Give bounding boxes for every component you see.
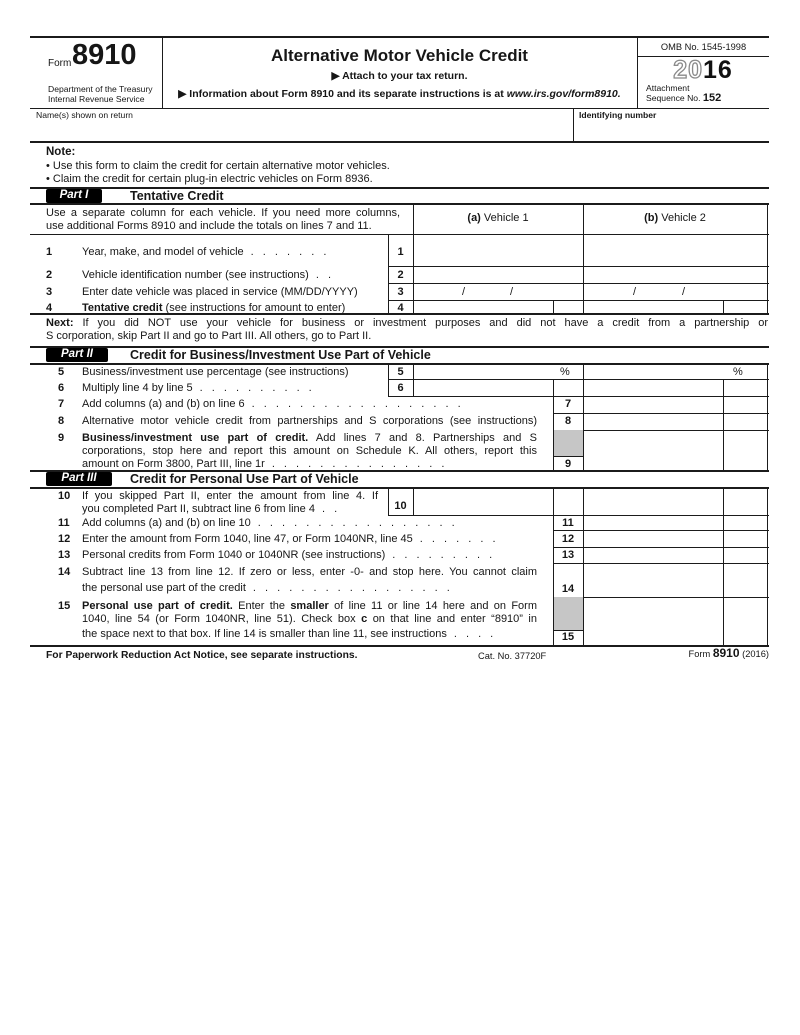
line-5-number: 5: [58, 365, 65, 378]
divider: [767, 203, 768, 313]
date-slash: /: [510, 285, 514, 298]
line-2-number: 2: [46, 268, 53, 281]
part3-badge: Part III: [46, 472, 112, 486]
date-slash: /: [633, 285, 637, 298]
rule: [30, 141, 769, 143]
line-4-number: 4: [46, 301, 53, 314]
line-13-label: Personal credits from Form 1040 or 1040NR (see instructions): [82, 549, 386, 561]
part1-instruction-line2: use additional Forms 8910 and include the totals on lines 7 and 11.: [46, 220, 372, 232]
identifying-number-input[interactable]: [574, 109, 769, 140]
line-15-text-line2b: on that line and enter “8910” in: [367, 613, 537, 625]
rule: [30, 313, 769, 315]
line-15-number: 15: [58, 599, 71, 612]
part3-title: Credit for Personal Use Part of Vehicle: [130, 471, 359, 486]
col-b-header: Vehicle 2: [661, 212, 706, 224]
line-14-text-line2: the personal use part of the credit: [82, 581, 246, 594]
divider: [767, 487, 768, 645]
line-1-box-number: 1: [397, 246, 404, 258]
line-9-text-line3: amount on Form 3800, Part III, line 1r: [82, 457, 265, 470]
rule: [553, 456, 583, 457]
line-15-smaller-bold: smaller: [290, 599, 329, 612]
footer-form-word: Form: [688, 649, 711, 659]
line-3-number: 3: [46, 285, 53, 298]
name-on-return-label: Name(s) shown on return: [36, 110, 133, 120]
line-12-box-number: 12: [561, 532, 575, 545]
line-4-label-bold: Tentative credit: [82, 301, 163, 314]
line-5-box-number: 5: [397, 365, 404, 378]
dot-leader: . . . . . . . . . . . . . . . . .: [252, 581, 450, 594]
line-6-number: 6: [58, 381, 65, 394]
line-15-text-line3: the space next to that box. If line 14 is smaller than line 11, see instructions: [82, 627, 447, 640]
col-b-tag: (b): [644, 212, 659, 224]
line3-vehicle-a-input[interactable]: [414, 284, 582, 299]
note-bullet-1: • Use this form to claim the credit for certain alternative motor vehicles.: [46, 159, 390, 172]
line-2-label: Vehicle identification number (see instructions): [82, 268, 309, 281]
form-word: Form: [48, 58, 72, 69]
shaded-cell: [554, 597, 583, 630]
part2-badge: Part II: [46, 348, 108, 362]
line-5-label: Business/investment use percentage (see instructions): [82, 365, 349, 378]
next-text-line2: S corporation, skip Part II and go to Part III. All others, go to Part II.: [46, 330, 372, 342]
line-3-box-number: 3: [397, 285, 404, 298]
col-a-tag: (a): [467, 212, 481, 224]
line12-input[interactable]: [584, 531, 766, 546]
line-12-label: Enter the amount from Form 1040, line 47, or Form 1040NR, line 45: [82, 532, 413, 545]
note-bullet-2: • Claim the credit for certain plug-in electric vehicles on Form 8936.: [46, 172, 373, 185]
line-10-number: 10: [58, 489, 71, 502]
line-8-box-number: 8: [564, 414, 572, 427]
dot-leader: . . . . . . . . .: [392, 549, 493, 561]
date-slash: /: [682, 285, 686, 298]
line10-vehicle-b-input[interactable]: [584, 488, 766, 514]
attachment-label: Attachment: [646, 83, 690, 93]
line-10-text-line1: If you skipped Part II, enter the amount from line 4. If: [82, 489, 378, 502]
line-15-text-a: Enter the: [232, 599, 291, 612]
line-14-box-number: 14: [561, 583, 575, 595]
line15-input[interactable]: [584, 598, 766, 644]
line13-input[interactable]: [584, 548, 766, 562]
rule: [30, 645, 769, 647]
footer-form-number: 8910: [712, 646, 740, 660]
line-6-label: Multiply line 4 by line 5: [82, 381, 193, 394]
line7-input[interactable]: [584, 397, 766, 412]
line-2-box-number: 2: [397, 268, 404, 281]
line-15-label-bold: Personal use part of credit.: [82, 599, 233, 612]
part2-title: Credit for Business/Investment Use Part of Vehicle: [130, 347, 431, 362]
shaded-cell: [554, 430, 583, 456]
line5-vehicle-b-input[interactable]: [584, 364, 766, 378]
line6-vehicle-b-input[interactable]: [584, 380, 766, 395]
col-a-header: Vehicle 1: [483, 212, 529, 224]
paperwork-notice: For Paperwork Reduction Act Notice, see separate instructions.: [46, 649, 358, 661]
note-label: Note:: [46, 146, 76, 158]
irs-label: Internal Revenue Service: [48, 93, 145, 104]
line-15-text-line2a: 1040, line 54 (or Form 1040NR, line 51). Check box: [82, 613, 362, 625]
date-slash: /: [462, 285, 466, 298]
dot-leader: . . . . . . . . . .: [199, 381, 312, 394]
dot-leader: . . . . . . .: [419, 532, 496, 545]
line-7-label: Add columns (a) and (b) on line 6: [82, 398, 245, 410]
next-text-line1: If you did NOT use your vehicle for business or investment purposes and did not have a credit from a partnership or: [73, 316, 768, 329]
line2-vehicle-a-input[interactable]: [414, 267, 582, 282]
dot-leader: . . . . . . . . . . . . . . . . . .: [251, 398, 461, 410]
dot-leader: . .: [321, 502, 338, 515]
name-input[interactable]: [31, 109, 572, 140]
line-9-box-number: 9: [564, 458, 572, 470]
percent-sign-b: %: [733, 365, 743, 378]
line11-input[interactable]: [584, 516, 766, 529]
tax-year: 16: [703, 56, 733, 84]
sequence-number: 152: [702, 91, 722, 104]
dot-leader: . .: [315, 268, 332, 281]
line-9-number: 9: [58, 431, 65, 444]
info-instruction: ▶ Information about Form 8910 and its separate instructions is at: [178, 88, 507, 100]
line-15-box-number: 15: [561, 631, 575, 643]
line-14-text-line1: Subtract line 13 from line 12. If zero or less, enter -0- and stop here. You cannot claim: [82, 566, 537, 578]
line-1-label: Year, make, and model of vehicle: [82, 246, 244, 258]
line9-input[interactable]: [584, 431, 766, 469]
dot-leader: . . . . . . . . . . . . . . .: [271, 457, 445, 470]
part1-instruction-line1: Use a separate column for each vehicle. If you need more columns,: [46, 207, 400, 219]
line-7-number: 7: [58, 398, 65, 410]
line6-vehicle-a-input[interactable]: [414, 380, 582, 395]
line2-vehicle-b-input[interactable]: [584, 267, 766, 282]
line10-vehicle-a-input[interactable]: [414, 488, 582, 514]
line-6-box-number: 6: [397, 381, 404, 394]
line-10-text-line2: you completed Part II, subtract line 6 from line 4: [82, 502, 315, 515]
line-11-box-number: 11: [562, 517, 574, 529]
line-1-number: 1: [46, 246, 53, 258]
sequence-label: Sequence No.: [646, 92, 701, 103]
line-9-text-line1: Add lines 7 and 8. Partnerships and S: [308, 431, 537, 444]
line1-vehicle-a-input[interactable]: [414, 235, 582, 265]
attach-instruction: ▶ Attach to your tax return.: [331, 70, 468, 82]
line-4-box-number: 4: [397, 301, 404, 314]
line-11-number: 11: [58, 517, 70, 529]
line14-input[interactable]: [584, 564, 766, 596]
line3-vehicle-b-input[interactable]: [584, 284, 766, 299]
catalog-number: Cat. No. 37720F: [478, 651, 547, 661]
treasury-label: Department of the Treasury: [48, 84, 153, 94]
page-title: Alternative Motor Vehicle Credit: [271, 46, 528, 65]
dot-leader: . . . .: [453, 627, 494, 640]
line-9-text-line2: corporations, stop here and report this amount on Schedule K. All others, report this: [82, 444, 537, 457]
line-4-label: (see instructions for amount to enter): [162, 301, 346, 314]
part1-badge: Part I: [46, 189, 102, 203]
line-8-number: 8: [58, 414, 65, 427]
dot-leader: . . . . . . .: [250, 246, 327, 258]
line-7-box-number: 7: [564, 398, 572, 410]
line-15-box-c-bold: c: [361, 613, 368, 625]
form-number: 8910: [72, 39, 137, 71]
line-11-label: Add columns (a) and (b) on line 10: [82, 517, 251, 529]
irs-url: www.irs.gov/form8910.: [506, 88, 621, 100]
line-14-number: 14: [58, 566, 71, 578]
line-13-box-number: 13: [561, 549, 575, 561]
part1-title: Tentative Credit: [130, 188, 224, 203]
divider: [388, 487, 389, 515]
line-3-label: Enter date vehicle was placed in service (MM/DD/YYYY): [82, 285, 358, 298]
line-10-box-number: 10: [394, 500, 407, 512]
line4-vehicle-a-input[interactable]: [414, 301, 582, 312]
line5-vehicle-a-input[interactable]: [414, 364, 582, 378]
line1-vehicle-b-input[interactable]: [584, 235, 766, 265]
line8-input[interactable]: [584, 414, 766, 429]
rule: [30, 36, 769, 38]
identifying-number-label: Identifying number: [579, 110, 657, 120]
tax-year-outline: 20: [673, 56, 703, 84]
dot-leader: . . . . . . . . . . . . . . . . .: [257, 517, 455, 529]
line-8-label: Alternative motor vehicle credit from partnerships and S corporations (see instructions): [82, 414, 537, 427]
next-label: Next:: [46, 316, 74, 329]
rule: [30, 203, 769, 205]
omb-number: OMB No. 1545-1998: [660, 42, 747, 52]
percent-sign-a: %: [560, 365, 570, 378]
line-13-number: 13: [58, 549, 71, 561]
line4-vehicle-b-input[interactable]: [584, 301, 766, 312]
line-12-number: 12: [58, 532, 71, 545]
footer-form-year: (2016): [742, 649, 769, 659]
line-9-label-bold: Business/investment use part of credit.: [82, 431, 309, 444]
line-15-text-b: of line 11 or line 14 here and on Form: [328, 599, 537, 612]
